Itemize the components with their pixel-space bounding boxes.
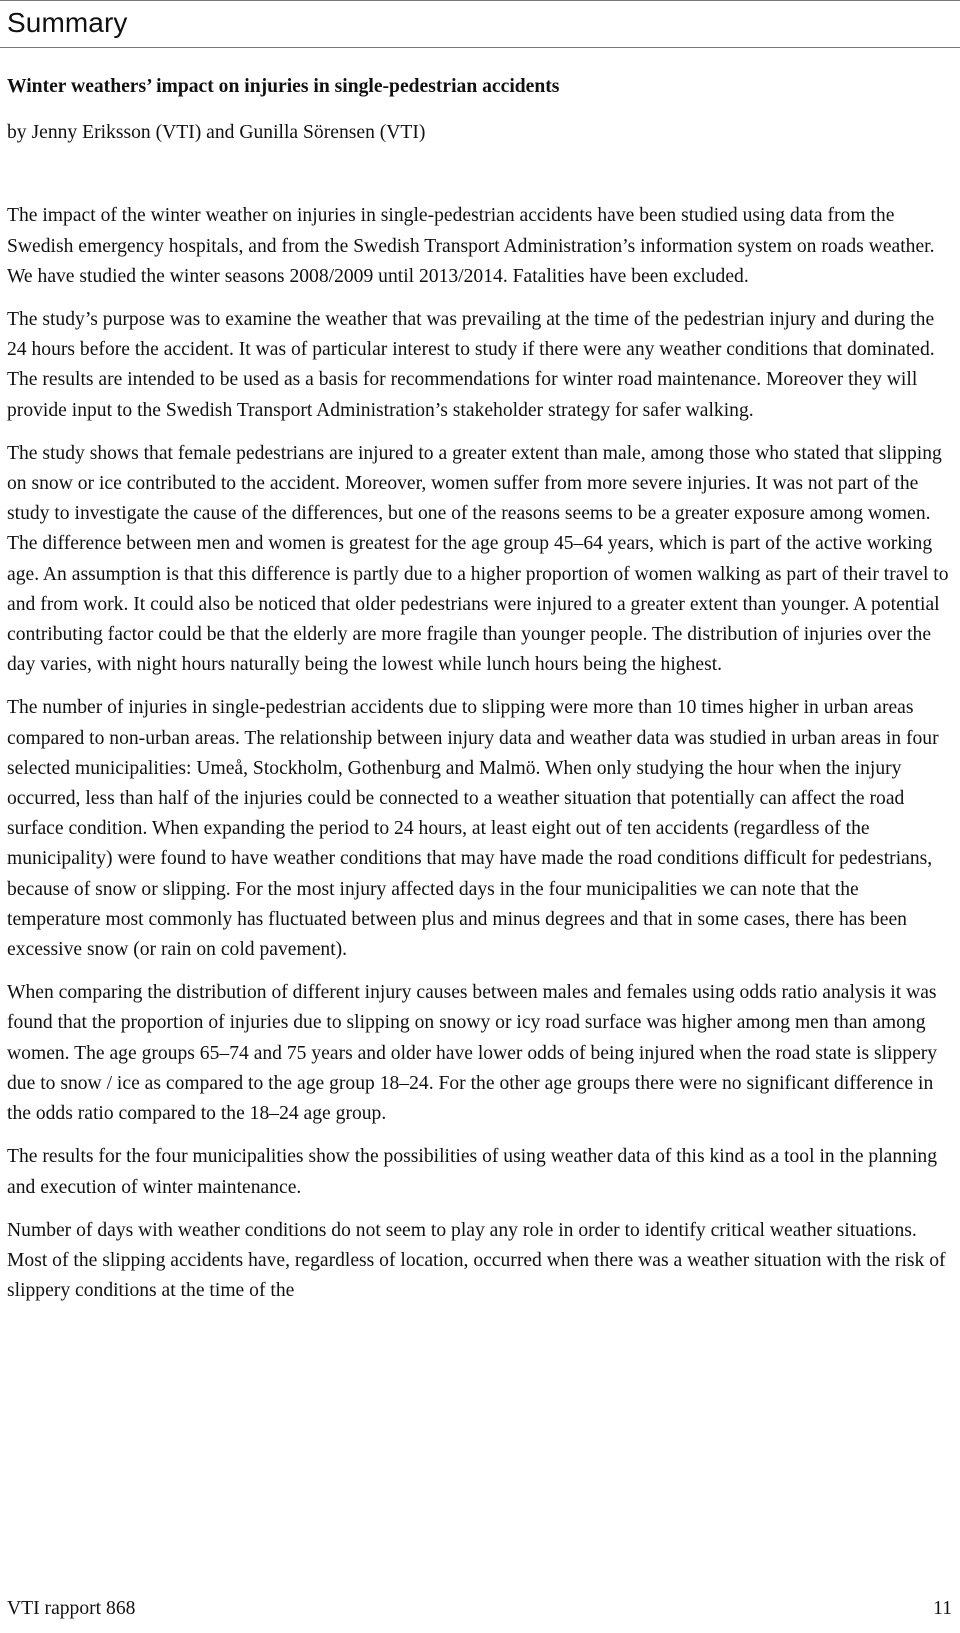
paragraph: Number of days with weather conditions do not seem to play any role in order to identify critical weather situations. Most of the slipping accidents have, regardless of location, occurred when there was a weather situation with the risk of slippery conditions at the time of the	[7, 1219, 946, 1302]
section-title: Summary	[7, 7, 128, 38]
paragraph: The results for the four municipalities show the possibilities of using weather data of this kind as a tool in the planning and execution of winter maintenance.	[7, 1146, 937, 1198]
paragraph: When comparing the distribution of different injury causes between males and females using odds ratio analysis it was found that the proportion of injuries due to slipping on snowy or icy road surface was higher among men than among women. The age groups 65–74 and 75 years and older have lower odds of being injured when the road state is slippery due to snow / ice as compared to the age group 18–24. For the other age groups there were no significant difference in the odds ratio compared to the 18–24 age group.	[7, 982, 938, 1125]
report-label: VTI rapport 868	[7, 1598, 136, 1619]
document-body	[7, 72, 951, 1319]
paragraph: The study’s purpose was to examine the weather that was prevailing at the time of the pedestrian injury and during the 24 hours before the accident. It was of particular interest to study if there were any weather conditions that dominated. The results are intended to be used as a basis for recommendations for winter road maintenance. Moreover they will provide input to the Swedish Transport Administration’s stakeholder strategy for safer walking.	[7, 309, 935, 421]
paragraph: The number of injuries in single-pedestrian accidents due to slipping were more than 10 times higher in urban areas compared to non-urban areas. The relationship between injury data and weather data was studied in urban areas in four selected municipalities: Umeå, Stockholm, Gothenburg and Malmö. When only studying the hour when the injury occurred, less than half of the injuries could be connected to a weather situation that potentially can affect the road surface condition. When expanding the period to 24 hours, at least eight out of ten accidents (regardless of the municipality) were found to have weather conditions that may have made the road conditions difficult for pedestrians, because of snow or slipping. For the most injury affected days in the four municipalities we can note that the temperature most commonly has fluctuated between plus and minus degrees and that in some cases, there has been excessive snow (or rain on cold pavement).	[7, 697, 939, 961]
page-number: 11	[933, 1598, 952, 1619]
document-title: Winter weathers’ impact on injuries in single-pedestrian accidents	[7, 76, 560, 97]
document-authors: by Jenny Eriksson (VTI) and Gunilla Sörensen (VTI)	[7, 122, 426, 144]
section-header	[0, 0, 960, 48]
paragraph: The study shows that female pedestrians are injured to a greater extent than male, among those who stated that slipping on snow or ice contributed to the accident. Moreover, women suffer from more severe injuries. It was not part of the study to investigate the cause of the differences, but one of the reasons seems to be a greater exposure among women. The difference between men and women is greatest for the age group 45–64 years, which is part of the active working age. An assumption is that this difference is partly due to a higher proportion of women walking as part of their travel to and from work. It could also be noticed that older pedestrians were injured to a greater extent than younger. A potential contributing factor could be that the elderly are more fragile than younger people. The distribution of injuries over the day varies, with night hours naturally being the lowest while lunch hours being the highest.	[7, 442, 949, 676]
paragraph: The impact of the winter weather on injuries in single-pedestrian accidents have been studied using data from the Swedish emergency hospitals, and from the Swedish Transport Administration’s information system on roads weather. We have studied the winter seasons 2008/2009 until 2013/2014. Fatalities have been excluded.	[7, 205, 935, 287]
